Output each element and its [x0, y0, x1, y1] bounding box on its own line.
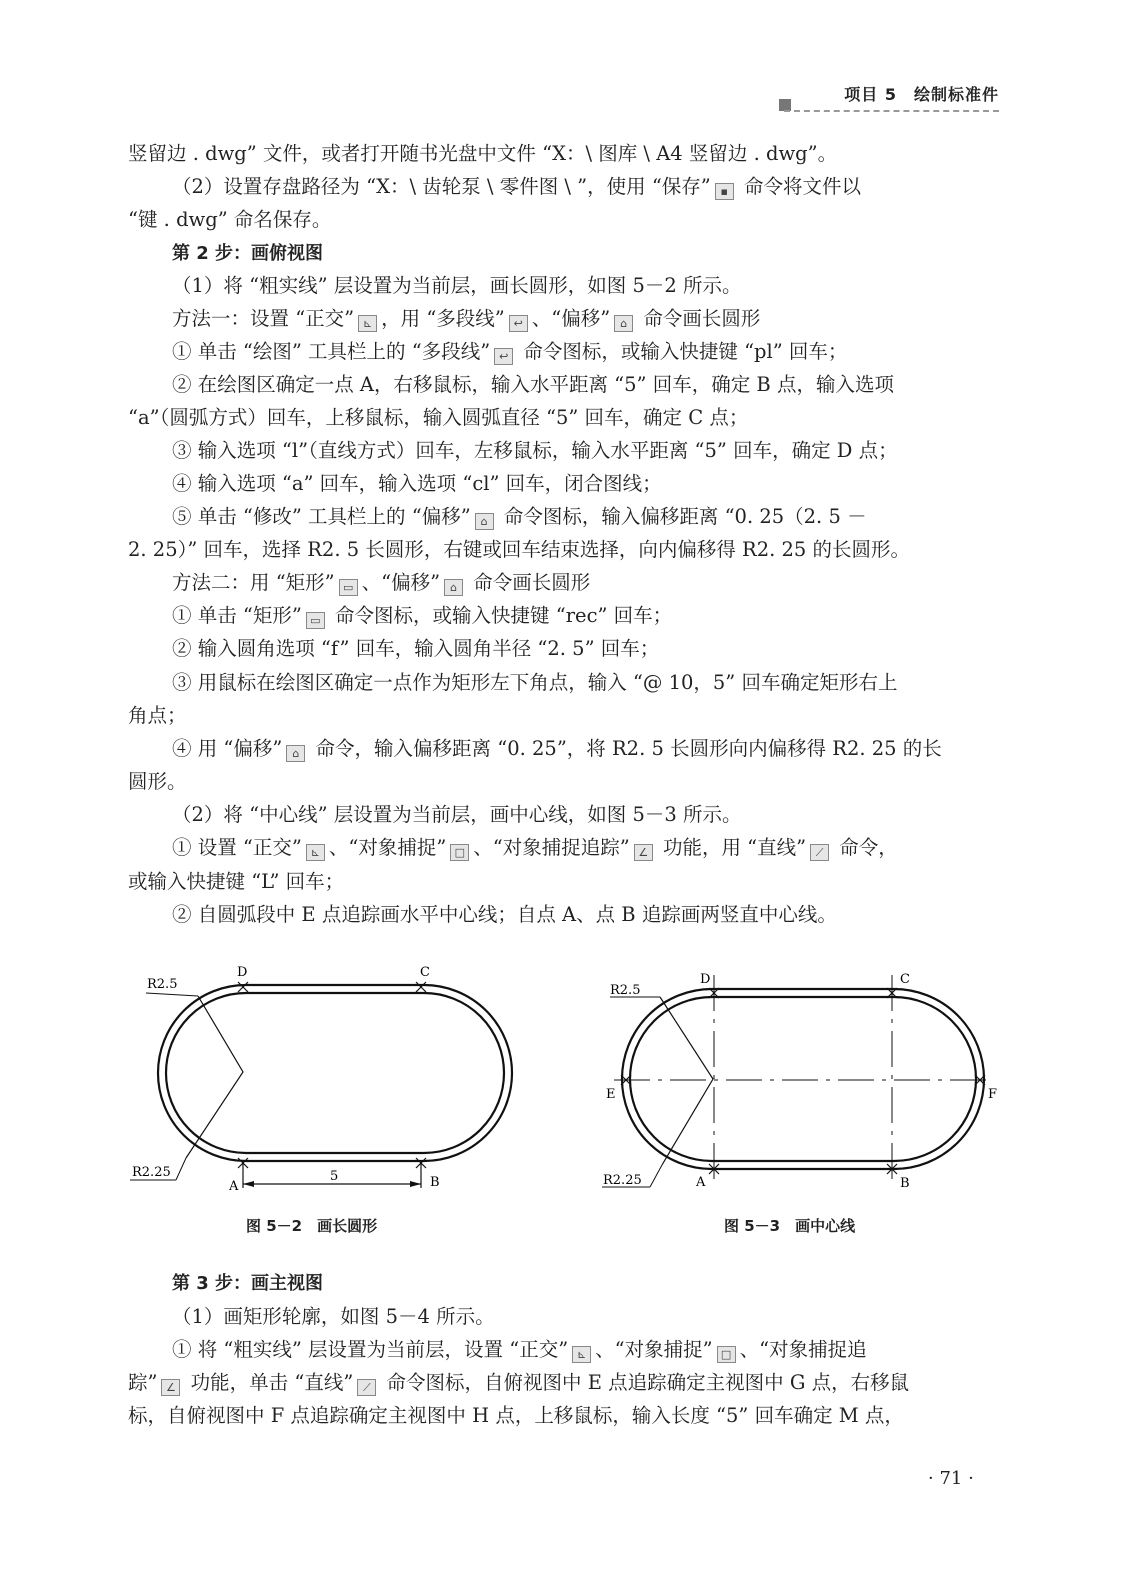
text-line: 方法二：用 “矩形” ▭ 、“偏移” ⌂ 命令画长圆形	[172, 571, 591, 594]
text-line: 竖留边 . dwg” 文件，或者打开随书光盘中文件 “X：\ 图库 \ A4 竖留边 . dwg”。	[128, 142, 838, 165]
line-icon: ⟋	[357, 1379, 376, 1396]
dimension-label: 5	[330, 1169, 339, 1184]
osnap-icon: □	[717, 1346, 736, 1363]
text-line: ④ 输入选项 “a” 回车，输入选项 “cl” 回车，闭合图线；	[172, 472, 662, 495]
point-label: C	[900, 972, 910, 987]
point-label: D	[700, 972, 711, 987]
point-label: A	[696, 1175, 706, 1190]
step-heading: 第 2 步：画俯视图	[172, 243, 324, 264]
ortho-icon: ⊾	[306, 844, 325, 861]
otrack-icon: ∠	[161, 1379, 180, 1396]
ortho-icon: ⊾	[572, 1346, 591, 1363]
text-line: ① 设置 “正交” ⊾ 、“对象捕捉” □ 、“对象捕捉追踪” ∠ 功能，用 “直线” ⟋ 命令，	[172, 836, 898, 859]
radius-label: R2.25	[132, 1165, 171, 1180]
point-label: D	[237, 965, 248, 980]
ortho-icon: ⊾	[358, 315, 377, 332]
text-line: 标，自俯视图中 F 点追踪确定主视图中 H 点，上移鼠标，输入长度 “5” 回车确定 M 点，	[128, 1404, 904, 1427]
text-line: 踪” ∠ 功能，单击 “直线” ⟋ 命令图标，自俯视图中 E 点追踪确定主视图中 G 点，右移鼠	[128, 1371, 910, 1394]
text-line: （2）设置存盘路径为 “X：\ 齿轮泵 \ 零件图 \ ”，使用 “保存” ▪ 命令将文件以	[172, 175, 861, 198]
otrack-icon: ∠	[634, 844, 653, 861]
text-line: ⑤ 单击 “修改” 工具栏上的 “偏移” ⌂ 命令图标，输入偏移距离 “0. 25（2. 5 －	[172, 505, 867, 528]
text-line: 角点；	[128, 704, 187, 727]
running-header: 项目 5 绘制标准件	[844, 85, 999, 104]
header-rule	[784, 110, 999, 112]
point-label: B	[900, 1176, 910, 1191]
figure-caption: 图 5－2 画长圆形	[246, 1217, 378, 1235]
text-line: ③ 输入选项 “l”（直线方式）回车，左移鼠标，输入水平距离 “5” 回车，确定 D 点；	[172, 439, 898, 462]
text-line: 2. 25）” 回车，选择 R2. 5 长圆形，右键或回车结束选择，向内偏移得 R2. 25 的长圆形。	[128, 538, 911, 561]
text-line: “a”（圆弧方式）回车，上移鼠标，输入圆弧直径 “5” 回车，确定 C 点；	[128, 406, 749, 429]
point-label: E	[606, 1087, 616, 1102]
text-line: ① 单击 “绘图” 工具栏上的 “多段线” ↩ 命令图标，或输入快捷键 “pl” 回车；	[172, 340, 848, 363]
figure-5-3	[600, 965, 1010, 1195]
radius-label: R2.5	[147, 977, 178, 992]
text-line: ① 单击 “矩形” ▭ 命令图标，或输入快捷键 “rec” 回车；	[172, 604, 673, 627]
text-line: （1）画矩形轮廓，如图 5－4 所示。	[172, 1305, 495, 1328]
text-line: “键 . dwg” 命名保存。	[128, 208, 332, 231]
point-label: B	[430, 1175, 440, 1190]
polyline-icon: ↩	[494, 348, 513, 365]
radius-label: R2.25	[603, 1173, 642, 1188]
text-line: 圆形。	[128, 770, 187, 793]
text-line: ② 输入圆角选项 “f” 回车，输入圆角半径 “2. 5” 回车；	[172, 637, 660, 660]
rectangle-icon: ▭	[306, 612, 325, 629]
line-icon: ⟋	[810, 844, 829, 861]
step-heading: 第 3 步：画主视图	[172, 1273, 324, 1294]
point-label: A	[229, 1179, 239, 1194]
radius-label: R2.5	[610, 983, 641, 998]
osnap-icon: □	[450, 844, 469, 861]
rectangle-icon: ▭	[339, 579, 358, 596]
text-line: ① 将 “粗实线” 层设置为当前层，设置 “正交” ⊾ 、“对象捕捉” □ 、“对象捕捉追	[172, 1338, 867, 1361]
point-label: F	[988, 1087, 998, 1102]
text-line: （1）将 “粗实线” 层设置为当前层，画长圆形，如图 5－2 所示。	[172, 274, 742, 297]
text-line: 方法一：设置 “正交” ⊾ ，用 “多段线” ↩ 、“偏移” ⌂ 命令画长圆形	[172, 307, 761, 330]
offset-icon: ⌂	[614, 315, 633, 332]
text-line: ③ 用鼠标在绘图区确定一点作为矩形左下角点，输入 “@ 10，5” 回车确定矩形右上	[172, 671, 898, 694]
figure-5-2	[128, 958, 518, 1198]
figure-caption: 图 5－3 画中心线	[724, 1217, 856, 1235]
text-line: ② 在绘图区确定一点 A，右移鼠标，输入水平距离 “5” 回车，确定 B 点，输入选项	[172, 373, 894, 396]
save-icon: ▪	[715, 183, 734, 200]
text-line: ④ 用 “偏移” ⌂ 命令，输入偏移距离 “0. 25”，将 R2. 5 长圆形向内偏移得 R2. 25 的长	[172, 737, 942, 760]
text-line: ② 自圆弧段中 E 点追踪画水平中心线；自点 A、点 B 追踪画两竖直中心线。	[172, 903, 837, 926]
text-line: （2）将 “中心线” 层设置为当前层，画中心线，如图 5－3 所示。	[172, 803, 742, 826]
point-label: C	[420, 965, 430, 980]
offset-icon: ⌂	[444, 579, 463, 596]
page-number: · 71 ·	[928, 1468, 974, 1489]
polyline-icon: ↩	[509, 315, 528, 332]
offset-icon: ⌂	[286, 745, 305, 762]
text-line: 或输入快捷键 “L” 回车；	[128, 870, 345, 893]
offset-icon: ⌂	[475, 513, 494, 530]
